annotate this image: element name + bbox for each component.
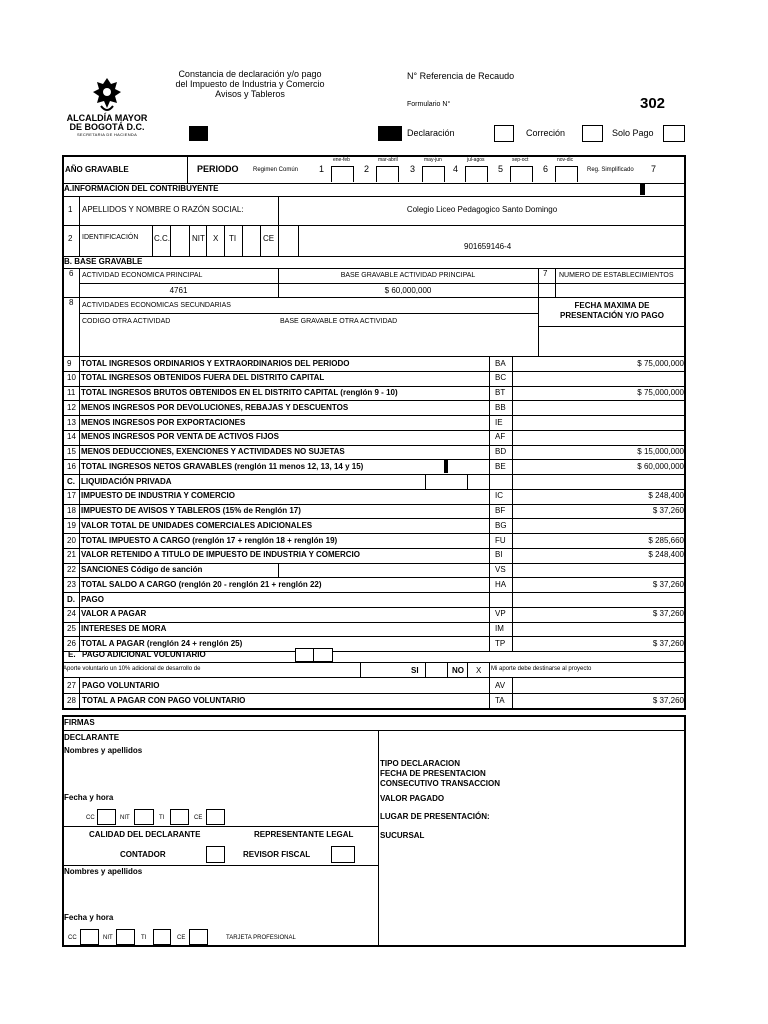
row-value[interactable]: $ 37,260: [652, 638, 684, 648]
row-divider: [79, 563, 80, 578]
row-line: [62, 459, 686, 460]
row-num: C.: [67, 476, 75, 486]
black-box-declaracion: [378, 126, 402, 141]
extra-checkbox[interactable]: [663, 125, 685, 142]
row-num: 17: [67, 491, 76, 501]
period-months-3: may-jun: [424, 157, 442, 163]
row-label: MENOS INGRESOS POR EXPORTACIONES: [81, 417, 246, 427]
cont-cc: CC: [68, 935, 77, 941]
logo: [62, 74, 152, 146]
row-divider: [489, 636, 490, 651]
valor-pagado-label: VALOR PAGADO: [380, 794, 445, 803]
row-label: TOTAL A PAGAR (renglón 24 + renglón 25): [81, 638, 243, 648]
row-divider: [512, 415, 513, 430]
periodo-label: PERIODO: [197, 164, 239, 174]
row-divider: [489, 386, 490, 401]
row-divider: [489, 371, 490, 386]
act-principal-label: ACTIVIDAD ECONOMICA PRINCIPAL: [82, 272, 203, 279]
row-num: 18: [67, 506, 76, 515]
black-mark-a: [640, 184, 645, 195]
base-otra-label: BASE GRAVABLE OTRA ACTIVIDAD: [280, 318, 398, 325]
row-num: 25: [67, 624, 76, 633]
identificacion-label: IDENTIFICACIÓN: [82, 234, 139, 241]
row-divider: [79, 504, 80, 519]
period-num-6: 6: [543, 164, 549, 174]
row-value[interactable]: $ 37,260: [652, 579, 684, 589]
correccion-label: Correción: [526, 128, 566, 138]
period-checkbox-3[interactable]: [422, 166, 445, 182]
row-label: TOTAL INGRESOS ORDINARIOS Y EXTRAORDINARIOS DEL PERIODO: [81, 358, 350, 368]
row-code: FU: [495, 535, 506, 545]
decl-cc: CC: [86, 815, 95, 821]
codigo-otra-label: CODIGO OTRA ACTIVIDAD: [82, 318, 171, 325]
tipo-decl-label: TIPO DECLARACION: [380, 759, 460, 768]
row-divider: [79, 607, 80, 622]
ano-gravable-label: AÑO GRAVABLE: [65, 165, 129, 174]
period-months-6: nov-dic: [557, 157, 574, 163]
cc-label: C.C.: [154, 234, 170, 243]
row27-code: AV: [495, 681, 506, 690]
row28-value: $ 37,260: [652, 696, 684, 705]
row8-num: 8: [69, 298, 74, 307]
declarante-label: DECLARANTE: [64, 733, 120, 742]
fecha-max-l1: FECHA MAXIMA DE: [574, 301, 650, 310]
row-num: 9: [67, 358, 72, 368]
row-num: 23: [67, 579, 76, 589]
row-code: VS: [495, 565, 506, 574]
row-divider: [489, 445, 490, 460]
row-code: AF: [495, 432, 506, 442]
solo-pago-label: Solo Pago: [612, 128, 654, 138]
base-principal-label: BASE GRAVABLE ACTIVIDAD PRINCIPAL: [340, 272, 476, 279]
fecha-hora2-label: Fecha y hora: [64, 913, 114, 922]
row-value[interactable]: $ 75,000,000: [637, 388, 684, 397]
representante-label: REPRESENTANTE LEGAL: [254, 830, 354, 839]
row-divider: [79, 533, 80, 548]
revisor-checkbox[interactable]: [331, 846, 355, 863]
row-code: BC: [495, 373, 507, 383]
row-label: VALOR RETENIDO A TITULO DE IMPUESTO DE INDUSTRIA Y COMERCIO: [81, 550, 360, 560]
row-line: [62, 445, 686, 446]
row-divider: [425, 474, 426, 489]
row-value[interactable]: $ 37,260: [652, 609, 684, 619]
form-title-line1: Constancia de declaración y/o pago: [178, 69, 322, 79]
row-code: TP: [495, 638, 506, 648]
row-code: BA: [495, 358, 506, 368]
period-num-4: 4: [453, 164, 459, 174]
nombres2-label: Nombres y apellidos: [64, 867, 143, 876]
row-code: BE: [495, 461, 506, 471]
row28-label: TOTAL A PAGAR CON PAGO VOLUNTARIO: [82, 696, 246, 705]
section-e-num: E.: [68, 650, 76, 659]
row-code: IC: [495, 491, 503, 501]
row27-num: 27: [67, 681, 76, 690]
section-b-title: B. BASE GRAVABLE: [64, 257, 143, 266]
mi-aporte-text: Mi aporte debe destinarse al proyecto: [491, 666, 592, 672]
row-divider: [489, 459, 490, 474]
declaracion-label: Declaración: [407, 128, 455, 138]
row-num: 21: [67, 550, 76, 560]
row-divider: [512, 474, 513, 489]
ce-label: CE: [263, 234, 275, 243]
row-divider: [512, 563, 513, 578]
section-e-title: PAGO ADICIONAL VOLUNTARIO: [82, 650, 206, 659]
row-divider: [79, 548, 80, 563]
period-months-5: sep-oct: [512, 157, 529, 163]
row-num: 10: [67, 373, 76, 383]
row-line: [62, 400, 686, 401]
id-value: 901659146-4: [464, 242, 512, 251]
row-label: VALOR TOTAL DE UNIDADES COMERCIALES ADICIONALES: [81, 520, 313, 530]
row-divider: [489, 474, 490, 489]
period-months-2: mar-abril: [378, 157, 398, 163]
form-number: 302: [640, 95, 666, 112]
row-value[interactable]: $ 285,660: [648, 535, 684, 545]
aporte-text: Aporte voluntario un 10% adicional de desarrollo de: [63, 666, 201, 672]
row-code: HA: [495, 579, 507, 589]
row-divider: [489, 607, 490, 622]
cont-ti: TI: [141, 935, 147, 941]
row-code: VP: [495, 609, 506, 619]
contador-checkbox[interactable]: [206, 846, 225, 863]
row-label: LIQUIDACIÓN PRIVADA: [81, 476, 172, 486]
row-divider: [512, 518, 513, 533]
row-label: TOTAL INGRESOS BRUTOS OBTENIDOS EN EL DISTRITO CAPITAL (renglón 9 - 10): [81, 388, 398, 397]
row-num: 19: [67, 520, 76, 530]
row-divider: [467, 474, 468, 489]
period-checkbox-5[interactable]: [510, 166, 533, 182]
row-divider: [512, 430, 513, 445]
row-num: 14: [67, 432, 76, 442]
fecha-hora-label: Fecha y hora: [64, 793, 114, 802]
row-divider: [489, 430, 490, 445]
row-label: TOTAL INGRESOS NETOS GRAVABLES (renglón 11 menos 12, 13, 14 y 15): [81, 461, 364, 471]
firmas-title: FIRMAS: [64, 718, 95, 727]
formulario-label: Formulario N°: [407, 101, 451, 108]
nit-mark: X: [213, 234, 219, 243]
row-num: 13: [67, 417, 76, 427]
cont-ce-box[interactable]: [189, 929, 208, 945]
row-line: [62, 504, 686, 505]
cont-ti-box[interactable]: [153, 929, 171, 945]
decl-ce-box[interactable]: [206, 809, 225, 825]
row-value[interactable]: $ 37,260: [652, 506, 684, 515]
row-code: IM: [495, 624, 504, 633]
row-num: 26: [67, 638, 76, 648]
row6-num: 6: [69, 269, 74, 278]
sucursal-label: SUCURSAL: [380, 831, 425, 840]
pago-voluntario-box1[interactable]: [295, 648, 314, 662]
row-divider: [79, 577, 80, 592]
row-divider: [489, 548, 490, 563]
no-mark: X: [476, 666, 482, 675]
fecha-pres-label: FECHA DE PRESENTACION: [380, 769, 486, 778]
period-num-2: 2: [364, 164, 370, 174]
row-divider: [489, 622, 490, 637]
row-num: 24: [67, 609, 76, 619]
logo-line1: ALCALDÍA MAYOR: [66, 113, 148, 123]
row-divider: [489, 518, 490, 533]
consecutivo-label: CONSECUTIVO TRANSACCION: [380, 779, 501, 788]
row-divider: [79, 371, 80, 386]
contador-label: CONTADOR: [120, 850, 166, 859]
row-label: VALOR A PAGAR: [81, 609, 147, 619]
row-label: SANCIONES Código de sanción: [81, 565, 203, 574]
tarjeta-label: TARJETA PROFESIONAL: [226, 935, 296, 941]
fecha-max-l2: PRESENTACIÓN Y/O PAGO: [559, 311, 664, 320]
lugar-label: LUGAR DE PRESENTACIÓN:: [380, 812, 490, 821]
solo-pago-checkbox[interactable]: [582, 125, 603, 142]
row-divider: [79, 415, 80, 430]
row-num: 15: [67, 447, 76, 456]
row-divider: [79, 445, 80, 460]
row-code: BF: [495, 506, 506, 515]
black-box-left: [189, 126, 208, 141]
row-line: [62, 386, 686, 387]
form-title-line3: Avisos y Tableros: [215, 89, 285, 99]
row-label: IMPUESTO DE INDUSTRIA Y COMERCIO: [81, 491, 235, 501]
pago-voluntario-box2[interactable]: [313, 648, 333, 662]
razon-social-value: Colegio Liceo Pedagogico Santo Domingo: [406, 205, 558, 214]
no-label: NO: [452, 666, 464, 675]
decl-ce: CE: [194, 815, 203, 821]
row-code: BI: [495, 550, 503, 560]
decl-ti: TI: [159, 815, 165, 821]
row-value[interactable]: $ 248,400: [648, 550, 684, 560]
coat-of-arms-icon: [90, 76, 124, 116]
calidad-label: CALIDAD DEL DECLARANTE: [89, 830, 201, 839]
row-line: [62, 533, 686, 534]
cont-cc-box[interactable]: [80, 929, 99, 945]
row-divider: [79, 489, 80, 504]
row-label: TOTAL SALDO A CARGO (renglón 20 - renglón 21 + renglón 22): [81, 579, 322, 589]
row-divider: [512, 622, 513, 637]
row-divider: [489, 577, 490, 592]
si-label: SI: [411, 666, 419, 675]
num-estab-label: NUMERO DE ESTABLECIMIENTOS: [559, 272, 674, 279]
row-line: [62, 607, 686, 608]
logo-line3: SECRETARIA DE HACIENDA: [76, 132, 138, 137]
period-months-1: ene-feb: [333, 157, 350, 163]
period-num-5: 5: [498, 164, 504, 174]
black-mark-row16: [444, 460, 448, 473]
row-num: 22: [67, 565, 76, 574]
cont-ce: CE: [177, 935, 186, 941]
period-num-3: 3: [410, 164, 416, 174]
row-divider: [489, 563, 490, 578]
period-checkbox-6[interactable]: [555, 166, 578, 182]
act-secundarias-label: ACTIVIDADES ECONOMICAS SECUNDARIAS: [82, 302, 231, 309]
period-months-4: jul-agos: [467, 157, 485, 163]
row-divider: [79, 400, 80, 415]
cont-nit: NIT: [103, 935, 113, 941]
row-code: BT: [495, 388, 506, 397]
row-divider: [489, 504, 490, 519]
row-line: [62, 577, 686, 578]
row-divider: [278, 563, 279, 578]
regimen-comun: Regimen Común: [253, 167, 299, 173]
logo-line2: DE BOGOTÁ D.C.: [69, 122, 145, 132]
row-divider: [489, 415, 490, 430]
cont-nit-box[interactable]: [116, 929, 135, 945]
row-value[interactable]: $ 15,000,000: [637, 447, 684, 456]
act-principal-value: 4761: [169, 286, 188, 295]
referencia-label: N° Referencia de Recaudo: [407, 71, 515, 81]
row-divider: [489, 400, 490, 415]
row-divider: [79, 636, 80, 651]
row-line: [62, 489, 686, 490]
row28-num: 28: [67, 696, 76, 705]
row-label: INTERESES DE MORA: [81, 624, 167, 633]
row-code: BB: [495, 402, 506, 412]
period-checkbox-4[interactable]: [465, 166, 488, 182]
row-label: TOTAL IMPUESTO A CARGO (renglón 17 + renglón 18 + renglón 19): [81, 535, 338, 545]
row-divider: [512, 371, 513, 386]
form-title-line2: del Impuesto de Industria y Comercio: [175, 79, 325, 89]
row1-label: APELLIDOS Y NOMBRE O RAZÓN SOCIAL:: [82, 205, 244, 214]
row-line: [62, 371, 686, 372]
row-value[interactable]: $ 248,400: [648, 491, 684, 501]
base-principal-value: $ 60,000,000: [384, 286, 432, 295]
ti-label: TI: [229, 234, 237, 243]
row-line: [62, 415, 686, 416]
row-num: D.: [67, 594, 75, 604]
reg-simplificado: Reg. Simplificado: [587, 167, 634, 173]
row2-num: 2: [68, 234, 73, 243]
row-label: MENOS INGRESOS POR DEVOLUCIONES, REBAJAS Y DESCUENTOS: [81, 402, 349, 412]
nit-label: NIT: [192, 234, 205, 243]
row-divider: [79, 622, 80, 637]
row-num: 12: [67, 402, 76, 412]
period-checkbox-2[interactable]: [376, 166, 399, 182]
row-line: [62, 563, 686, 564]
row-line: [62, 474, 686, 475]
row-line: [62, 518, 686, 519]
row-label: IMPUESTO DE AVISOS Y TABLEROS (15% de Renglón 17): [81, 506, 301, 515]
row-code: BD: [495, 447, 507, 456]
row1-num: 1: [68, 205, 73, 214]
row-line: [62, 548, 686, 549]
row27-label: PAGO VOLUNTARIO: [82, 681, 160, 690]
decl-cc-box[interactable]: [97, 809, 116, 825]
row-divider: [79, 474, 80, 489]
row-label: MENOS DEDUCCIONES, EXENCIONES Y ACTIVIDADES NO SUJETAS: [81, 447, 345, 456]
row-label: MENOS INGRESOS POR VENTA DE ACTIVOS FIJOS: [81, 432, 279, 442]
row-line: [62, 592, 686, 593]
decl-nit: NIT: [120, 815, 130, 821]
row-divider: [489, 489, 490, 504]
row-divider: [79, 459, 80, 474]
row-value[interactable]: $ 60,000,000: [637, 461, 684, 471]
row-value[interactable]: $ 75,000,000: [637, 358, 684, 368]
row-num: 16: [67, 461, 76, 471]
row28-code: TA: [495, 696, 505, 705]
row-divider: [489, 592, 490, 607]
decl-ti-box[interactable]: [170, 809, 189, 825]
row-label: TOTAL INGRESOS OBTENIDOS FUERA DEL DISTRITO CAPITAL: [81, 373, 325, 383]
row-divider: [489, 356, 490, 371]
nombres-label: Nombres y apellidos: [64, 746, 143, 755]
row-num: 11: [67, 388, 76, 397]
row-divider: [512, 400, 513, 415]
correccion-checkbox[interactable]: [494, 125, 514, 142]
simpl-num: 7: [651, 164, 657, 174]
row-code: BG: [495, 520, 507, 530]
period-checkbox-1[interactable]: [331, 166, 354, 182]
revisor-label: REVISOR FISCAL: [243, 850, 311, 859]
row-divider: [489, 533, 490, 548]
row-divider: [79, 386, 80, 401]
row-line: [62, 636, 686, 637]
row-label: PAGO: [81, 594, 104, 604]
period-num-1: 1: [319, 164, 325, 174]
row-divider: [79, 430, 80, 445]
row-line: [62, 622, 686, 623]
row7-num: 7: [543, 269, 548, 278]
decl-nit-box[interactable]: [134, 809, 154, 825]
row-code: IE: [495, 417, 503, 427]
row-line: [62, 430, 686, 431]
row-num: 20: [67, 535, 76, 545]
row-divider: [79, 592, 80, 607]
row-divider: [79, 356, 80, 371]
row-divider: [512, 592, 513, 607]
row-divider: [79, 518, 80, 533]
section-a-title: A.INFORMACION DEL CONTRIBUYENTE: [64, 184, 219, 193]
